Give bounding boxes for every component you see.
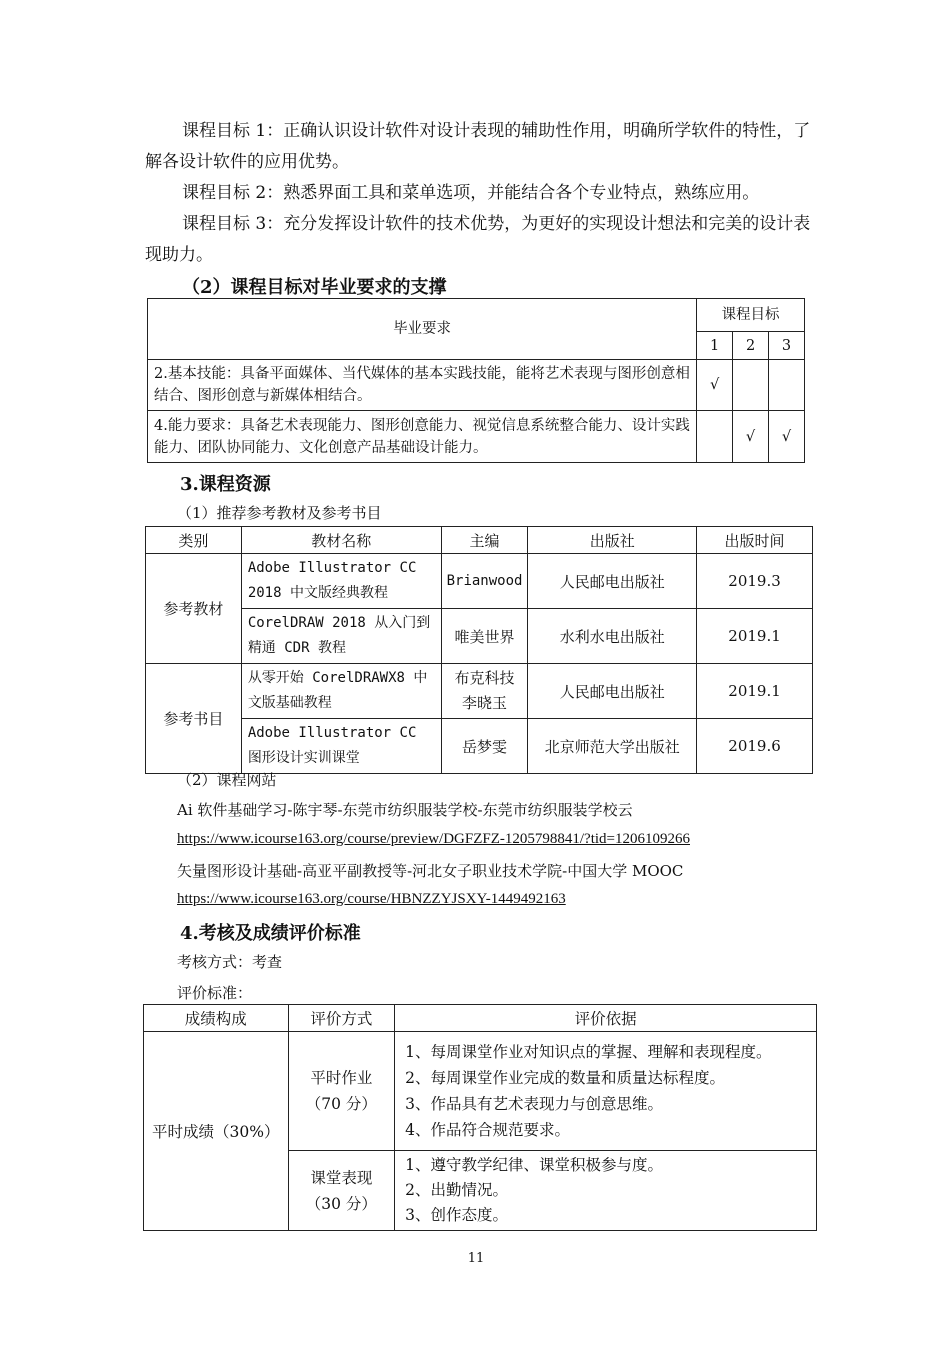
- book-editor: 岳梦雯: [441, 719, 528, 774]
- basis-item: 2、每周课堂作业完成的数量和质量达标程度。: [405, 1069, 726, 1087]
- grade-component: 平时成绩（30%）: [144, 1032, 289, 1231]
- book-publisher: 水利水电出版社: [528, 609, 697, 664]
- criteria-label: 评价标准：: [177, 984, 253, 1002]
- basis-item: 2、出勤情况。: [405, 1181, 509, 1199]
- col-header: 评价方式: [288, 1005, 395, 1032]
- table-row: [146, 719, 813, 774]
- book-name: Adobe Illustrator CC 图形设计实训课堂: [241, 719, 441, 774]
- requirement-header: 毕业要求: [148, 299, 697, 360]
- website-2-link[interactable]: https://www.icourse163.org/course/HBNZZYJSXY-1449492163: [177, 891, 566, 907]
- requirement-text: 4.能力要求：具备艺术表现能力、图形创意能力、视觉信息系统整合能力、设计实践能力、团队协同能力、文化创意产品基础设计能力。: [148, 411, 697, 463]
- category-cell: 参考教材: [146, 554, 242, 664]
- col-header: 出版社: [528, 527, 697, 554]
- evaluation-basis: [395, 1151, 817, 1231]
- table-row: [148, 360, 805, 411]
- goal-number-3: 3: [769, 332, 805, 360]
- book-name: Adobe Illustrator CC 2018 中文版经典教程: [241, 554, 441, 609]
- support-heading: （2）课程目标对毕业要求的支撑: [182, 277, 447, 298]
- evaluation-basis: [395, 1032, 817, 1151]
- goals-header: 课程目标: [697, 299, 805, 332]
- page-number: 11: [467, 1251, 485, 1266]
- basis-item: 3、创作态度。: [405, 1206, 509, 1224]
- check-mark: √: [733, 411, 769, 463]
- goal-3-text: 课程目标 3：充分发挥设计软件的技术优势，为更好的实现设计想法和完美的设计表现助力。: [145, 214, 811, 265]
- table-row: [146, 554, 813, 609]
- col-header: 类别: [146, 527, 242, 554]
- book-publisher: 人民邮电出版社: [528, 554, 697, 609]
- book-year: 2019.1: [697, 664, 813, 719]
- assessment-heading: 4.考核及成绩评价标准: [180, 923, 361, 944]
- basis-item: 1、遵守教学纪律、课堂积极参与度。: [405, 1156, 664, 1174]
- col-header: 出版时间: [697, 527, 813, 554]
- websites-subheading: （2）课程网站: [177, 771, 277, 789]
- col-header: 成绩构成: [144, 1005, 289, 1032]
- mode-name: 平时作业: [310, 1069, 373, 1087]
- assessment-method: 考核方式：考查: [177, 953, 283, 971]
- goal-1-text: 课程目标 1：正确认识设计软件对设计表现的辅助性作用，明确所学软件的特性，了解各设计软件的应用优势。: [145, 121, 811, 172]
- col-header: 评价依据: [395, 1005, 817, 1032]
- textbooks-subheading: （1）推荐参考教材及参考书目: [177, 504, 382, 522]
- assessment-table: [143, 1004, 817, 1231]
- support-table: [147, 298, 805, 463]
- col-header: 教材名称: [241, 527, 441, 554]
- book-editor: 唯美世界: [441, 609, 528, 664]
- table-row: [144, 1032, 817, 1151]
- book-year: 2019.1: [697, 609, 813, 664]
- evaluation-mode: [288, 1032, 395, 1151]
- resources-heading: 3.课程资源: [180, 474, 271, 495]
- goal-number-1: 1: [697, 332, 733, 360]
- table-row: [146, 609, 813, 664]
- mode-points: （30 分）: [305, 1194, 377, 1213]
- website-2-title: 矢量图形设计基础-高亚平副教授等-河北女子职业技术学院-中国大学 MOOC: [177, 862, 684, 880]
- website-1-title: Ai 软件基础学习-陈宇琴-东莞市纺织服装学校-东莞市纺织服装学校云: [177, 801, 633, 819]
- mode-points: （70 分）: [305, 1095, 377, 1113]
- goal-2-text: 课程目标 2：熟悉界面工具和菜单选项，并能结合各个专业特点，熟练应用。: [182, 183, 760, 203]
- book-name: 从零开始 CorelDRAWX8 中文版基础教程: [241, 664, 441, 719]
- basis-item: 1、每周课堂作业对知识点的掌握、理解和表现程度。: [405, 1043, 772, 1061]
- book-publisher: 北京师范大学出版社: [528, 719, 697, 774]
- book-year: 2019.6: [697, 719, 813, 774]
- basis-item: 3、作品具有艺术表现力与创意思维。: [405, 1095, 664, 1113]
- table-row: [148, 411, 805, 463]
- table-row: [146, 664, 813, 719]
- check-mark: [733, 360, 769, 411]
- requirement-text: 2.基本技能：具备平面媒体、当代媒体的基本实践技能，能将艺术表现与图形创意相结合、图形创意与新媒体相结合。: [148, 360, 697, 411]
- check-mark: √: [769, 411, 805, 463]
- book-editor: Brianwood: [441, 554, 528, 609]
- check-mark: [697, 411, 733, 463]
- book-name: CorelDRAW 2018 从入门到精通 CDR 教程: [241, 609, 441, 664]
- website-1-link[interactable]: https://www.icourse163.org/course/preview/DGFZFZ-1205798841/?tid=1206109266: [177, 831, 690, 847]
- basis-item: 4、作品符合规范要求。: [405, 1121, 571, 1139]
- book-publisher: 人民邮电出版社: [528, 664, 697, 719]
- goal-number-2: 2: [733, 332, 769, 360]
- check-mark: [769, 360, 805, 411]
- category-cell: 参考书目: [146, 664, 242, 774]
- evaluation-mode: [288, 1151, 395, 1231]
- book-editor: 布克科技 李晓玉: [441, 664, 528, 719]
- textbooks-table: [145, 526, 813, 774]
- mode-name: 课堂表现: [310, 1168, 373, 1187]
- col-header: 主编: [441, 527, 528, 554]
- book-year: 2019.3: [697, 554, 813, 609]
- check-mark: √: [697, 360, 733, 411]
